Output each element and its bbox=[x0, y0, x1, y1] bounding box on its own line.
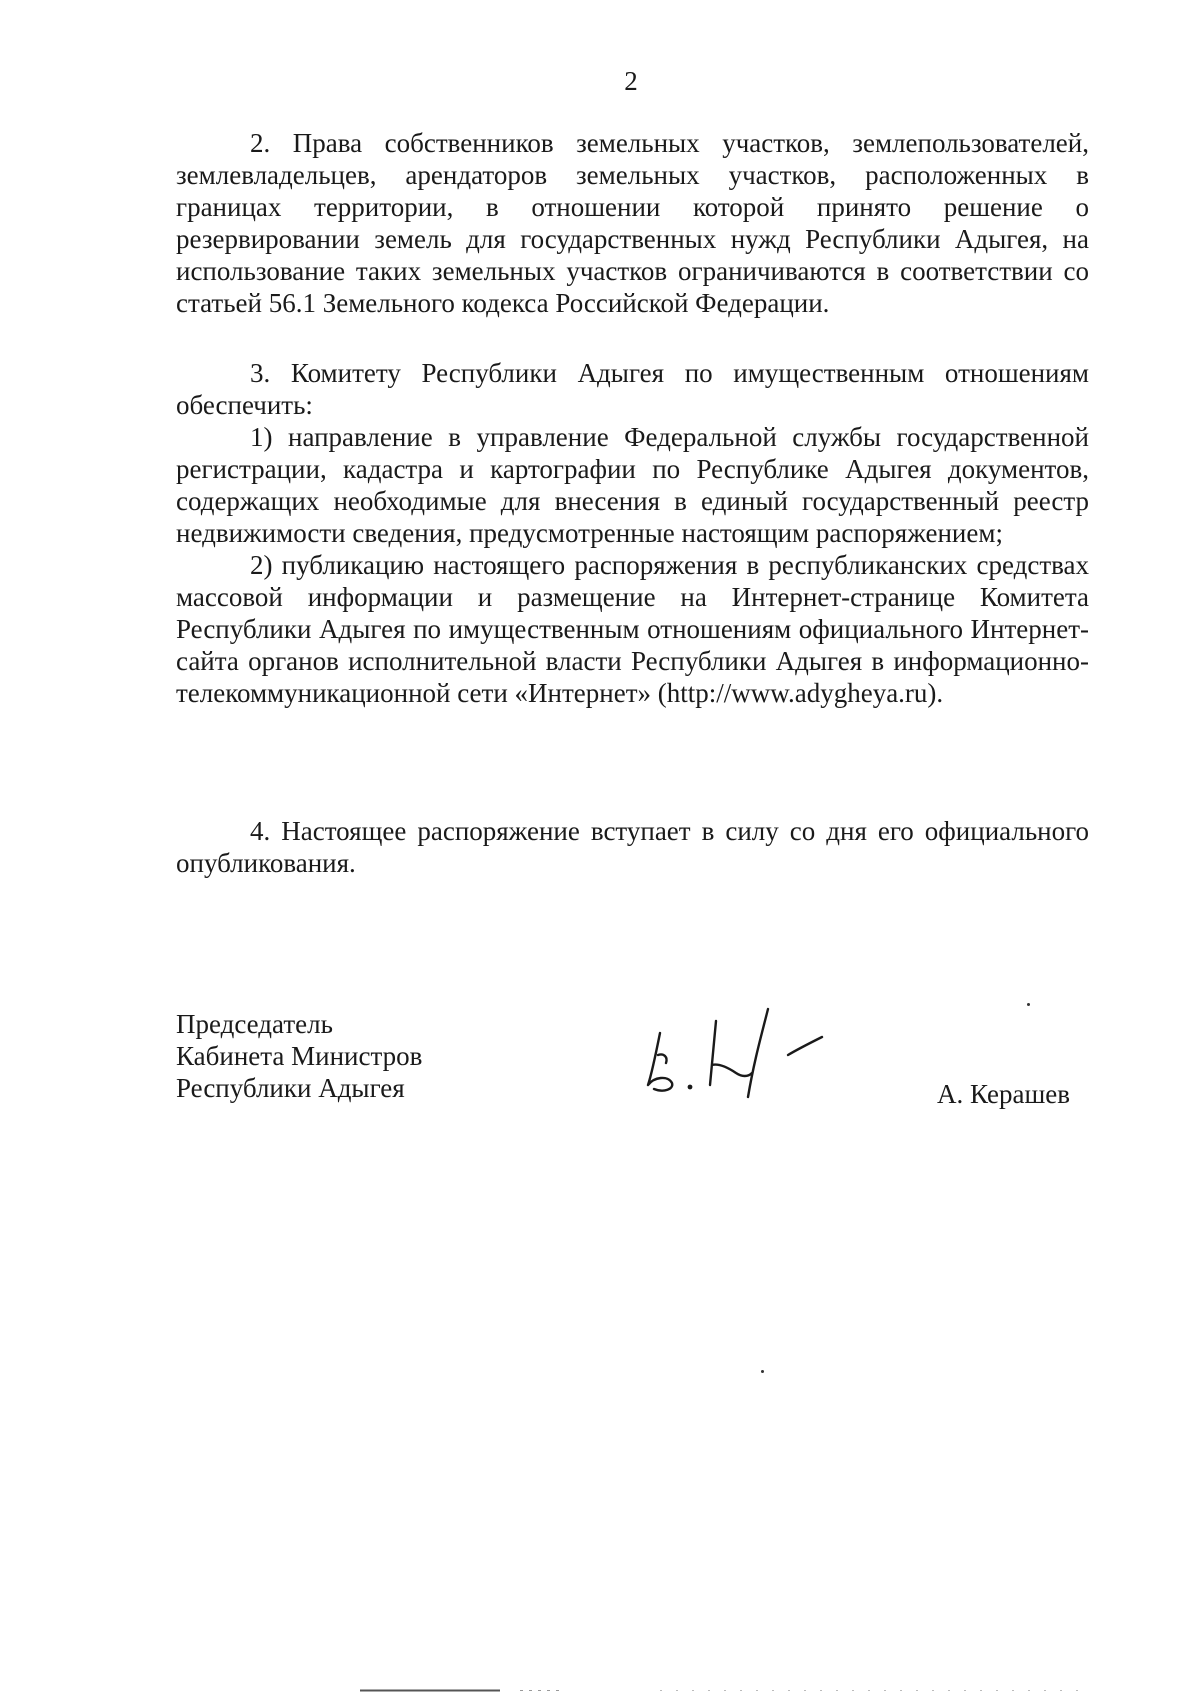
signatory-title-line-2: Кабинета Министров bbox=[176, 1041, 423, 1071]
page-number: 2 bbox=[624, 66, 638, 96]
signatory-title-line-1: Председатель bbox=[176, 1009, 333, 1039]
paragraph-3-item-2: 2) публикацию настоящего распоряжения в республиканских средствах массовой информации и размещение на Интернет-странице Комитета Республики Адыгея по имущественным отношениям официального Интернет-сайта органов исполнительной власти Республики Адыгея в информационно-телекоммуникационной сети «Интернет» (http://www.adygheya.ru). bbox=[176, 550, 1089, 708]
paragraph-4-text: 4. Настоящее распоряжение вступает в силу со дня его официального опубликования. bbox=[176, 816, 1089, 878]
handwritten-signature bbox=[638, 1003, 838, 1103]
scan-speck bbox=[761, 1370, 764, 1373]
paragraph-2 bbox=[176, 127, 1089, 319]
paragraph-3-text: 3. Комитету Республики Адыгея по имущественным отношениям обеспечить: bbox=[176, 358, 1089, 420]
signatory-title bbox=[176, 1008, 422, 1104]
signatory-title-line-3: Республики Адыгея bbox=[176, 1073, 405, 1103]
signatory-name: А. Керашев bbox=[937, 1079, 1070, 1109]
paragraph-2-text: 2. Права собственников земельных участков, землепользователей, землевладельцев, арендаторов земельных участков, расположенных в границах территории, в отношении которой принято решение о резервировании земель для государственных нужд Республики Адыгея, на использование таких земельных участков ограничиваются в соответствии со статьей 56.1 Земельного кодекса Российской Федерации. bbox=[176, 128, 1089, 318]
scan-edge-artifact bbox=[360, 1689, 1080, 1692]
paragraph-3 bbox=[176, 357, 1089, 709]
scan-speck bbox=[1027, 1003, 1030, 1006]
paragraph-4 bbox=[176, 815, 1089, 879]
paragraph-3-item-1: 1) направление в управление Федеральной службы государственной регистрации, кадастра и картографии по Республике Адыгея документов, содержащих необходимые для внесения в единый государственный реестр недвижимости сведения, предусмотренные настоящим распоряжением; bbox=[176, 422, 1089, 548]
